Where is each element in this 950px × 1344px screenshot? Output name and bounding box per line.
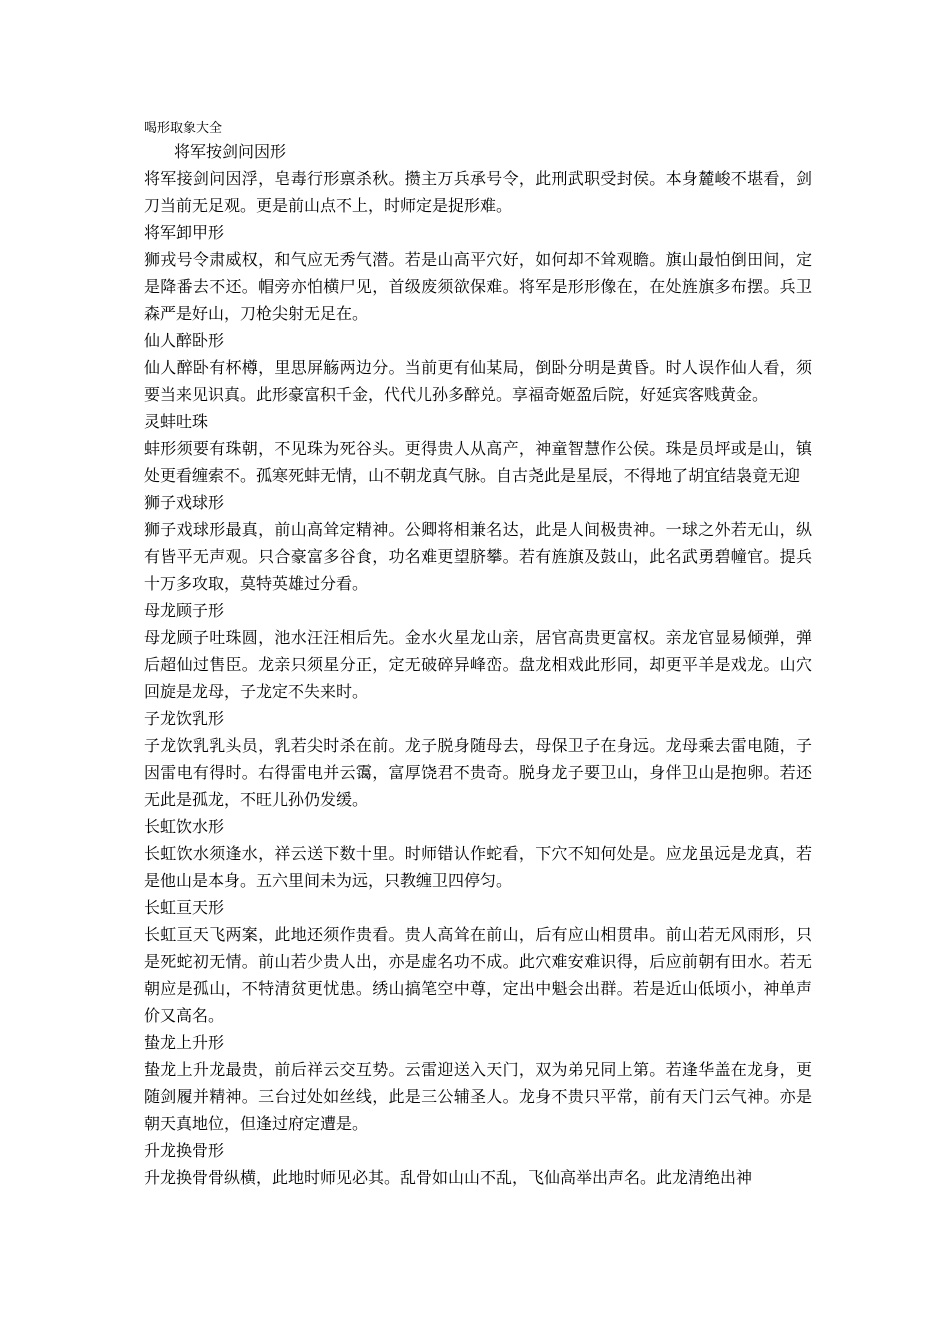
section-body: 长虹饮水须逢水，祥云送下数十里。时师错认作蛇看，下穴不知何处是。应龙虽远是龙真，若是他山是本身。五六里间未为远，只教缠卫四停匀。 <box>144 844 812 890</box>
section-title: 母龙顾子形 <box>144 601 225 620</box>
section-title: 灵蚌吐珠 <box>144 412 209 431</box>
section-title: 升龙换骨形 <box>144 1141 225 1160</box>
section-title: 长虹饮水形 <box>144 817 225 836</box>
section-title: 蛰龙上升形 <box>144 1033 225 1052</box>
section-body: 狮子戏球形最真，前山高耸定精神。公卿将相兼名达，此是人间极贵神。一球之外若无山，纵有皆平无声观。只合豪富多谷食，功名难更望脐攀。若有旌旗及鼓山，此名武勇碧幢官。提兵十万多攻取，莫特英雄过分看。 <box>144 520 812 593</box>
section-body: 将军接剑问因浮，皂毒行形禀杀秋。攒主万兵承号令，此刑武职受封侯。本身麓峻不堪看，剑刀当前无足观。更是前山点不上，时师定是捉形难。 <box>144 169 812 215</box>
section-body: 狮戎号令肃威权，和气应无秀气潜。若是山高平穴好，如何却不耸观瞻。旗山最怕倒田间，定是降番去不还。帽旁亦怕横尸见，首级废须欲保难。将军是形形像在，在处旌旗多布摆。兵卫森严是好山，刀枪尖射无足在。 <box>144 250 812 323</box>
section-body: 仙人醉卧有杯樽，里思屏觞两边分。当前更有仙某局，倒卧分明是黄昏。时人误作仙人看，须要当来见识真。此形豪富积千金，代代儿孙多醉兑。享福奇姬盈后院，好延宾客贱黄金。 <box>144 358 812 404</box>
document-header: 喝形取象大全 <box>144 121 223 136</box>
section-title: 长虹亘天形 <box>144 898 225 917</box>
section-body: 母龙顾子吐珠圆，池水汪汪相后先。金水火星龙山亲，居官高贵更富权。亲龙官显易倾弹，弹后超仙过售臣。龙亲只须星分正，定无破碎异峰峦。盘龙相戏此形同，却更平羊是戏龙。山穴回旋是龙母，子龙定不失来时。 <box>144 628 812 701</box>
section-body: 升龙换骨骨纵横，此地时师见必其。乱骨如山山不乱，飞仙高举出声名。此龙清绝出神 <box>144 1168 753 1187</box>
section-title: 狮子戏球形 <box>144 493 225 512</box>
section-title: 子龙饮乳形 <box>144 709 225 728</box>
section-title: 将军按剑问因形 <box>174 142 287 161</box>
section-body: 蛰龙上升龙最贵，前后祥云交互势。云雷迎送入天门，双为弟兄同上第。若逢华盖在龙身，更随剑履并精神。三台过处如丝线，此是三公辅圣人。龙身不贵只平常，前有天门云气神。亦是朝天真地位，但逢过府定遭是。 <box>144 1060 812 1133</box>
section-body: 子龙饮乳乳头员，乳若尖时杀在前。龙子脱身随母去，母保卫子在身远。龙母乘去雷电随，子因雷电有得时。右得雷电并云霭，富厚饶君不贵奇。脱身龙子要卫山，身伴卫山是抱卵。若还无此是孤龙，不旺儿孙仍发缓。 <box>144 736 812 809</box>
section-title: 将军卸甲形 <box>144 223 225 242</box>
section-title: 仙人醉卧形 <box>144 331 225 350</box>
document-page <box>144 119 812 1191</box>
section-body: 蚌形须要有珠朝，不见珠为死谷头。更得贵人从高产，神童智慧作公侯。珠是员坪或是山，镇处更看缠索不。孤寒死蚌无情，山不朝龙真气脉。自古尧此是星辰，不得地了胡宜结袅竟无迎 <box>144 439 812 485</box>
section-body: 长虹亘天飞两案，此地还须作贵看。贵人高耸在前山，后有应山相贯串。前山若无风雨形，只是死蛇初无情。前山若少贵人出，亦是虚名功不成。此穴难安难识得，后应前朝有田水。若无朝应是孤山，不特清贫更忧患。绣山搞笔空中尊，定出中魁会出群。若是近山低顷小，神单声价又高名。 <box>144 925 812 1025</box>
